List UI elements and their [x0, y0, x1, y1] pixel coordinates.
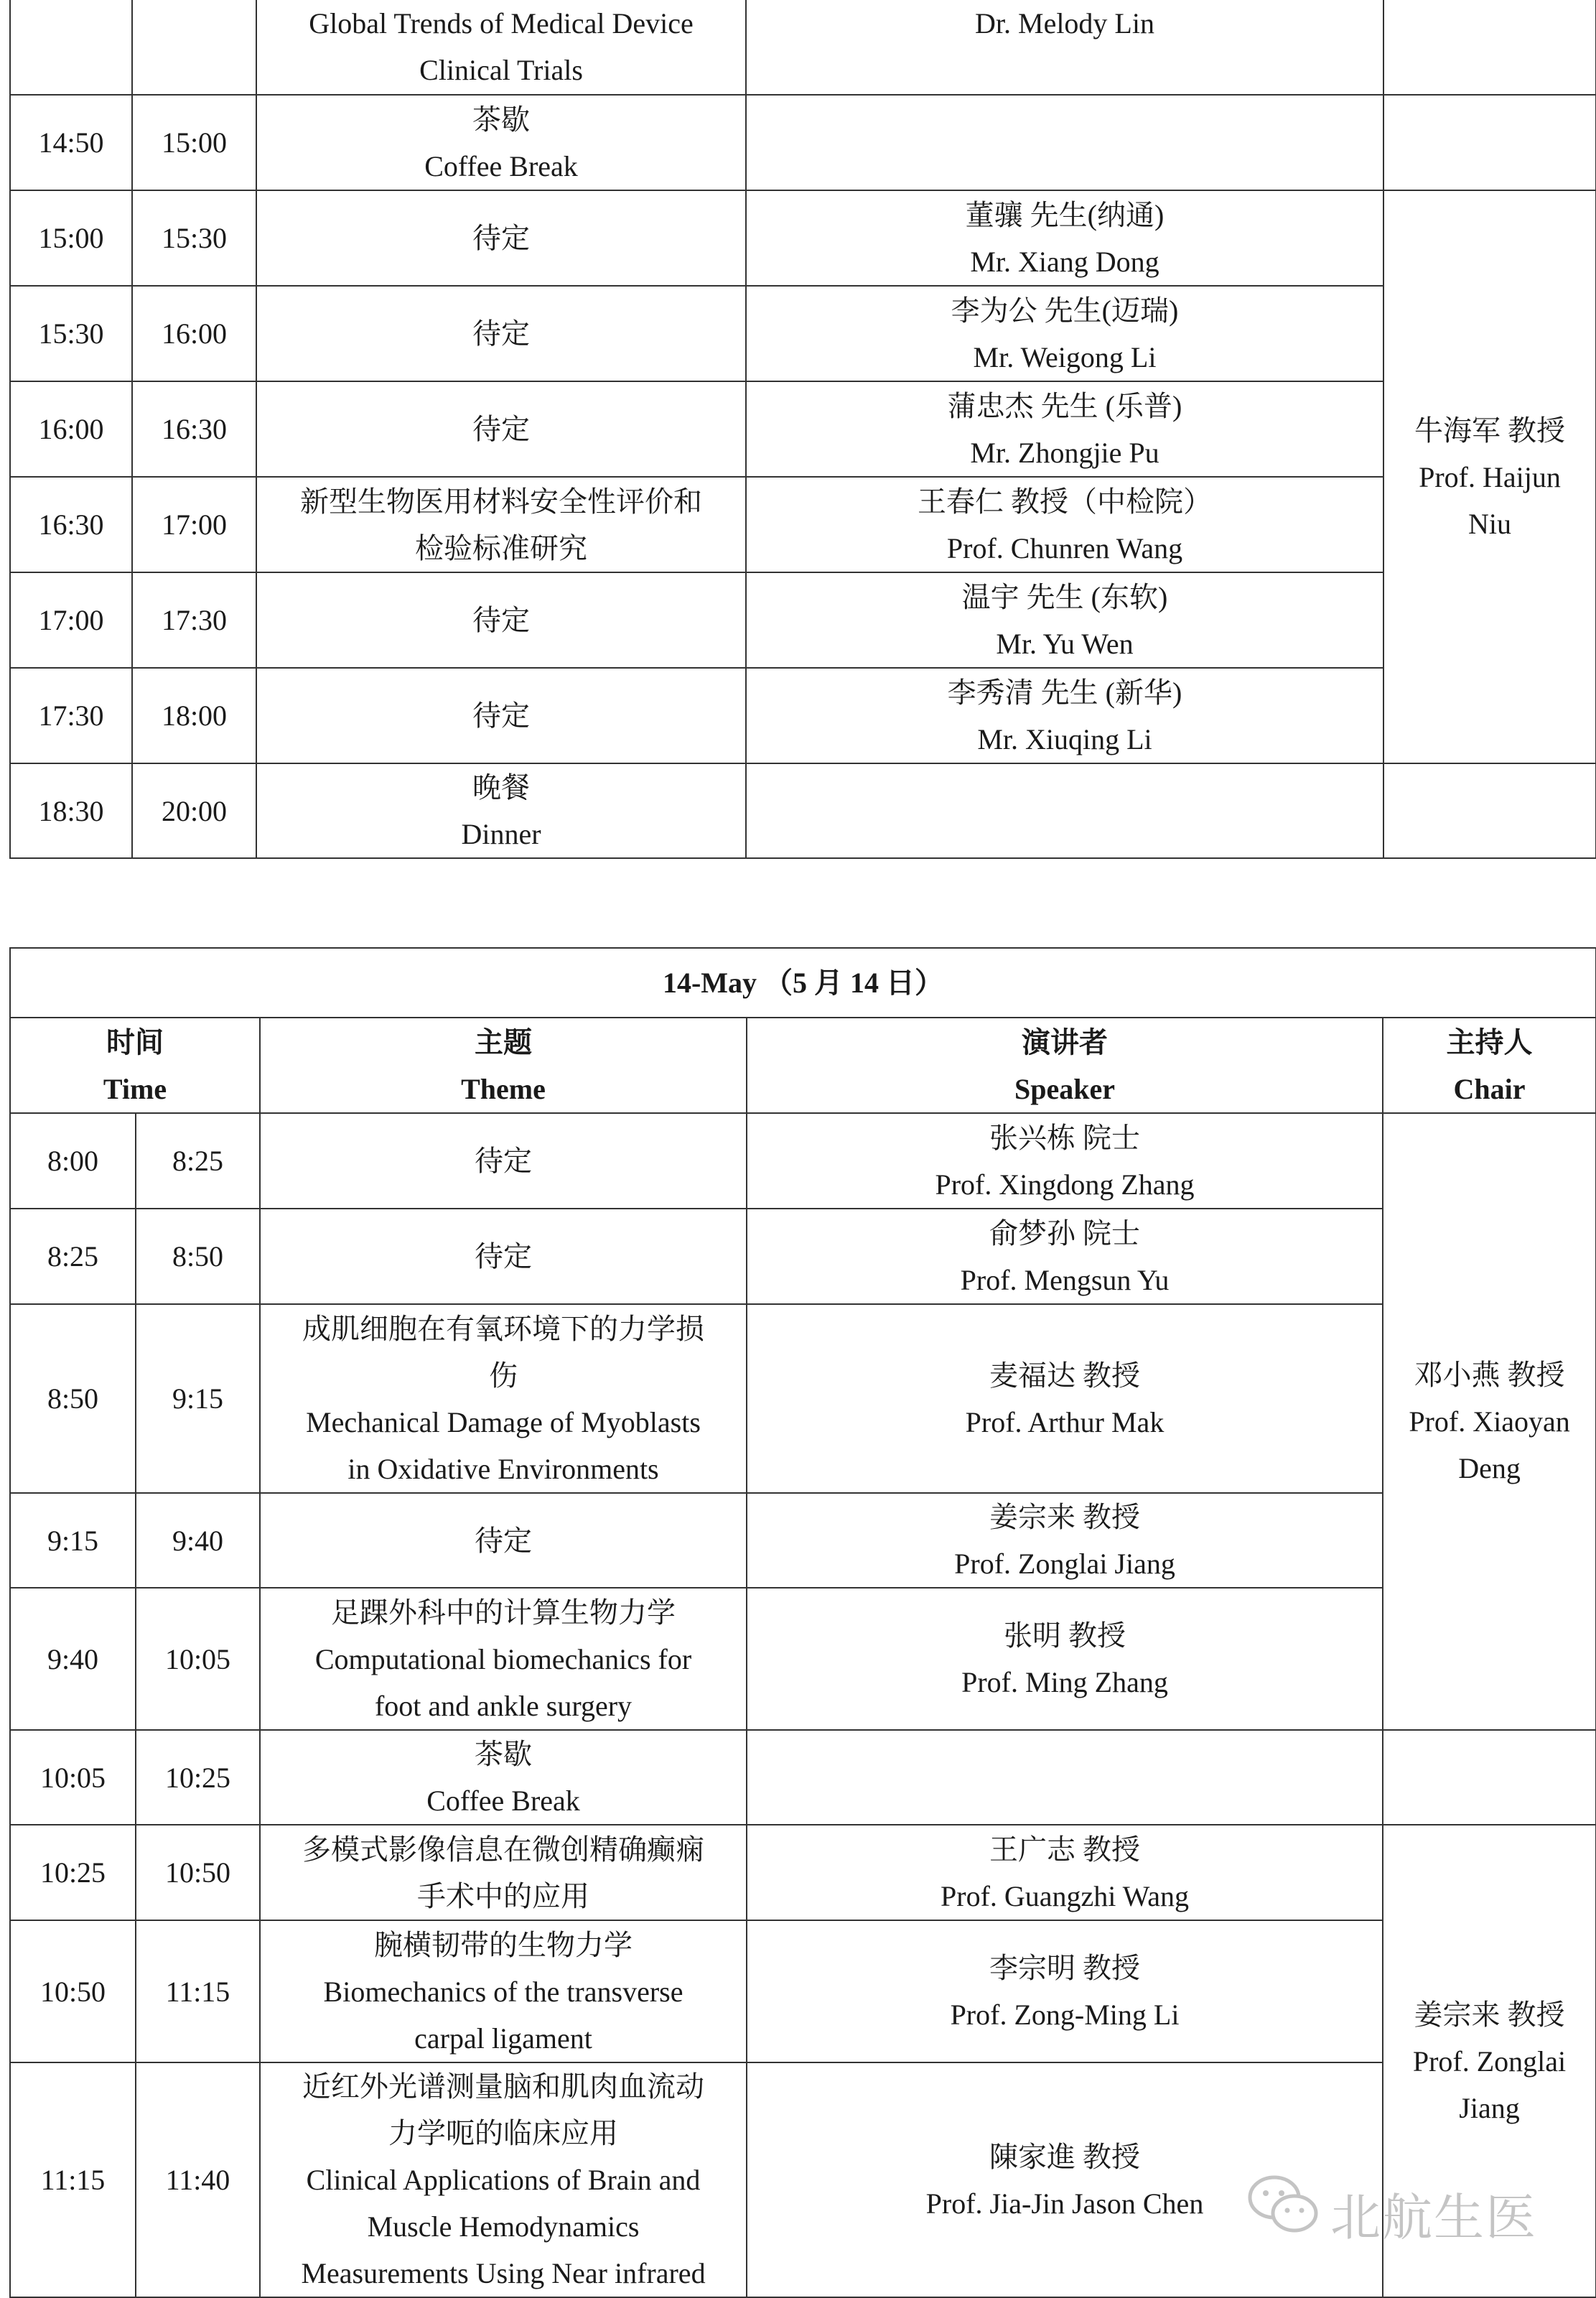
theme-cell-line: Coffee Break [426, 1785, 580, 1817]
end-time: 17:30 [132, 572, 256, 668]
table-row [10, 1825, 1596, 1920]
theme-cell [256, 0, 746, 95]
speaker-cell-line: Prof. Ming Zhang [961, 1666, 1168, 1698]
chair-cell-line: Jiang [1459, 2091, 1520, 2124]
theme-cell-line: 伤 [489, 1359, 518, 1392]
theme-cell-line: Coffee Break [424, 149, 578, 182]
speaker-cell-line: Prof. Guangzhi Wang [941, 1879, 1189, 1912]
theme-cell [256, 286, 746, 381]
speaker-cell-line: Mr. Zhongjie Pu [970, 436, 1159, 469]
table-row [10, 381, 1596, 477]
end-time: 8:25 [136, 1113, 260, 1209]
start-time: 9:40 [10, 1588, 136, 1730]
theme-cell [256, 477, 746, 572]
theme-cell [256, 190, 746, 286]
chair-cell [1383, 763, 1596, 858]
end-time: 11:15 [136, 1920, 260, 2062]
header-line: 主持人 [1446, 1025, 1533, 1059]
speaker-cell-line: Prof. Zong-Ming Li [950, 1999, 1180, 2031]
theme-cell-line: 茶歇 [472, 103, 530, 136]
theme-cell [260, 1588, 747, 1730]
theme-cell [256, 572, 746, 668]
start-time: 10:05 [10, 1730, 136, 1825]
header-line: Theme [461, 1072, 546, 1105]
theme-cell-line: foot and ankle surgery [374, 1689, 633, 1722]
theme-cell-line: Computational biomechanics for [314, 1642, 692, 1675]
theme-cell-line: 成肌细胞在有氧环境下的力学损 [302, 1312, 704, 1345]
theme-cell [256, 668, 746, 763]
watermark-text: 北航生医 [1330, 2188, 1537, 2247]
start-time: 18:30 [10, 763, 132, 858]
header-line: 时间 [106, 1025, 164, 1059]
theme-cell-line: Biomechanics of the transverse [323, 1975, 683, 2008]
speaker-cell-line: 董骧 先生(纳通) [965, 198, 1165, 231]
table-row [10, 572, 1596, 668]
watermark [1246, 2167, 1562, 2247]
table-row [10, 1304, 1596, 1493]
table-row [10, 1209, 1596, 1304]
header-line: Chair [1453, 1072, 1526, 1105]
speaker-cell-line: Prof. Mengsun Yu [960, 1263, 1170, 1296]
speaker-cell [746, 0, 1383, 95]
start-time: 10:50 [10, 1920, 136, 2062]
theme-cell-line: carpal ligament [414, 2022, 592, 2055]
theme-cell-line: 晚餐 [472, 771, 530, 804]
speaker-cell-line: 姜宗来 教授 [989, 1501, 1140, 1533]
table-row [10, 1493, 1596, 1588]
speaker-cell-line: Prof. Jia-Jin Jason Chen [925, 2187, 1204, 2220]
theme-cell [256, 763, 746, 858]
chair-header [1383, 1018, 1596, 1113]
start-time: 17:30 [10, 668, 132, 763]
start-time: 14:50 [10, 95, 132, 190]
chair-cell [1383, 1730, 1596, 1825]
speaker-cell [746, 763, 1383, 858]
end-time: 9:40 [136, 1493, 260, 1588]
speaker-cell-line: Mr. Weigong Li [973, 340, 1157, 373]
speaker-cell [746, 190, 1383, 286]
theme-cell [260, 2062, 747, 2297]
theme-cell-line: 足踝外科中的计算生物力学 [331, 1596, 676, 1629]
table-row [10, 1113, 1596, 1209]
chair-cell [1383, 190, 1596, 763]
table-row [10, 668, 1596, 763]
table-row [10, 286, 1596, 381]
theme-header [260, 1018, 747, 1113]
schedule-table-afternoon [9, 0, 1596, 859]
theme-cell-line: 腕横韧带的生物力学 [374, 1928, 633, 1961]
end-time: 20:00 [132, 763, 256, 858]
speaker-cell-line: Mr. Xiang Dong [970, 245, 1159, 278]
chair-cell-line: Prof. Zonglai [1412, 2045, 1567, 2078]
date-header: 14-May （5 月 14 日） [10, 948, 1596, 1018]
speaker-cell [746, 477, 1383, 572]
theme-cell [260, 1113, 747, 1209]
start-time: 15:00 [10, 190, 132, 286]
theme-cell-line: Dinner [461, 818, 541, 850]
time-header [10, 1018, 260, 1113]
theme-cell-line: 待定 [472, 317, 530, 350]
end-time: 9:15 [136, 1304, 260, 1493]
table-row [10, 1920, 1596, 2062]
theme-cell-line: 检验标准研究 [415, 531, 587, 564]
header-line: 主题 [475, 1025, 532, 1059]
end-time: 15:30 [132, 190, 256, 286]
chair-cell-line: Niu [1468, 507, 1511, 540]
theme-cell-line: 手术中的应用 [417, 1879, 589, 1912]
speaker-cell-line: Prof. Arthur Mak [965, 1405, 1165, 1438]
theme-cell-line: 待定 [472, 604, 530, 636]
speaker-cell-line: 温宇 先生 (东软) [961, 580, 1168, 613]
theme-cell-line: in Oxidative Environments [347, 1452, 659, 1485]
speaker-cell-line: 麦福达 教授 [989, 1359, 1140, 1392]
theme-cell [260, 1730, 747, 1825]
speaker-cell-line: Prof. Chunren Wang [946, 531, 1183, 564]
start-time: 17:00 [10, 572, 132, 668]
theme-cell-line: 待定 [472, 413, 530, 445]
start-time: 16:30 [10, 477, 132, 572]
speaker-cell-line: 李宗明 教授 [989, 1952, 1140, 1984]
speaker-cell-line: Dr. Melody Lin [975, 7, 1154, 39]
speaker-cell [747, 1113, 1383, 1209]
start-time: 9:15 [10, 1493, 136, 1588]
header-line: 演讲者 [1022, 1025, 1108, 1059]
speaker-cell [747, 1588, 1383, 1730]
theme-cell-line: 力学呃的临床应用 [388, 2117, 618, 2149]
theme-cell [260, 1304, 747, 1493]
schedule-table-may14 [9, 947, 1596, 2298]
speaker-cell [747, 1730, 1383, 1825]
start-time: 8:00 [10, 1113, 136, 1209]
end-time: 16:00 [132, 286, 256, 381]
theme-cell [260, 1825, 747, 1920]
table-row [10, 1730, 1596, 1825]
table-row [10, 0, 1596, 95]
theme-cell-line: 待定 [475, 1524, 532, 1557]
speaker-cell [747, 1304, 1383, 1493]
chair-cell-line: 姜宗来 教授 [1414, 1998, 1565, 2031]
theme-cell-line: Muscle Hemodynamics [367, 2210, 640, 2243]
end-time: 11:40 [136, 2062, 260, 2297]
speaker-cell [746, 572, 1383, 668]
theme-cell-line: 多模式影像信息在微创精确癫痫 [302, 1833, 704, 1866]
start-time [10, 0, 132, 95]
start-time: 15:30 [10, 286, 132, 381]
theme-cell [260, 1209, 747, 1304]
theme-cell [260, 1493, 747, 1588]
chair-cell-line: Prof. Xiaoyan [1409, 1405, 1570, 1438]
theme-cell [260, 1920, 747, 2062]
chair-cell-line: 牛海军 教授 [1414, 414, 1565, 447]
table-row [10, 763, 1596, 858]
theme-cell-line: 待定 [475, 1145, 532, 1177]
end-time: 18:00 [132, 668, 256, 763]
theme-cell-line: Clinical Trials [419, 54, 583, 86]
theme-cell-line: 近红外光谱测量脑和肌肉血流动 [302, 2070, 704, 2103]
speaker-cell-line: 王春仁 教授（中检院） [918, 485, 1212, 518]
theme-cell-line: Clinical Applications of Brain and [306, 2164, 701, 2196]
header-line: Time [103, 1072, 167, 1105]
theme-cell [256, 95, 746, 190]
speaker-cell-line: 李秀清 先生 (新华) [947, 676, 1182, 709]
speaker-cell-line: 张明 教授 [1004, 1619, 1126, 1652]
speaker-cell-line: 蒲忠杰 先生 (乐普) [947, 389, 1182, 422]
speaker-cell [746, 95, 1383, 190]
speaker-cell-line: 李为公 先生(迈瑞) [951, 294, 1179, 327]
end-time: 10:50 [136, 1825, 260, 1920]
speaker-cell-line: 陳家進 教授 [989, 2140, 1140, 2173]
header-line: Speaker [1014, 1072, 1115, 1105]
speaker-header [747, 1018, 1383, 1113]
speaker-cell-line: Mr. Xiuqing Li [977, 722, 1152, 755]
speaker-cell [747, 1825, 1383, 1920]
chair-cell [1383, 95, 1596, 190]
chair-cell-line: 邓小燕 教授 [1414, 1359, 1565, 1391]
speaker-cell [747, 1920, 1383, 2062]
chair-cell [1383, 1113, 1596, 1730]
speaker-cell-line: Prof. Xingdong Zhang [935, 1168, 1195, 1201]
chair-cell-line: Prof. Haijun [1419, 460, 1561, 493]
chair-cell-line: Deng [1458, 1452, 1521, 1484]
wechat-icon [1246, 2170, 1320, 2239]
end-time: 8:50 [136, 1209, 260, 1304]
speaker-cell [747, 1493, 1383, 1588]
table-row [10, 95, 1596, 190]
theme-cell-line: Global Trends of Medical Device [309, 7, 694, 39]
start-time: 11:15 [10, 2062, 136, 2297]
speaker-cell [747, 1209, 1383, 1304]
start-time: 8:50 [10, 1304, 136, 1493]
end-time: 10:25 [136, 1730, 260, 1825]
start-time: 10:25 [10, 1825, 136, 1920]
theme-cell-line: 新型生物医用材料安全性评价和 [300, 485, 702, 518]
speaker-cell [746, 381, 1383, 477]
theme-cell-line: 待定 [472, 222, 530, 254]
chair-cell [1383, 0, 1596, 95]
start-time: 8:25 [10, 1209, 136, 1304]
table-row [10, 190, 1596, 286]
speaker-cell-line: Mr. Yu Wen [996, 627, 1134, 660]
speaker-cell [746, 286, 1383, 381]
end-time: 15:00 [132, 95, 256, 190]
end-time: 16:30 [132, 381, 256, 477]
speaker-cell-line: 俞梦孙 院士 [989, 1217, 1140, 1250]
theme-cell-line: 待定 [472, 699, 530, 732]
start-time: 16:00 [10, 381, 132, 477]
theme-cell-line: 茶歇 [475, 1738, 532, 1770]
speaker-cell-line: Prof. Zonglai Jiang [954, 1548, 1175, 1580]
end-time [132, 0, 256, 95]
theme-cell [256, 381, 746, 477]
speaker-cell-line: 张兴栋 院士 [989, 1121, 1140, 1154]
theme-cell-line: Measurements Using Near infrared [301, 2257, 706, 2289]
theme-cell-line: Mechanical Damage of Myoblasts [306, 1405, 701, 1438]
table-row [10, 477, 1596, 572]
theme-cell-line: 待定 [475, 1240, 532, 1273]
table-row [10, 1588, 1596, 1730]
speaker-cell [746, 668, 1383, 763]
end-time: 17:00 [132, 477, 256, 572]
end-time: 10:05 [136, 1588, 260, 1730]
speaker-cell-line: 王广志 教授 [989, 1833, 1140, 1866]
